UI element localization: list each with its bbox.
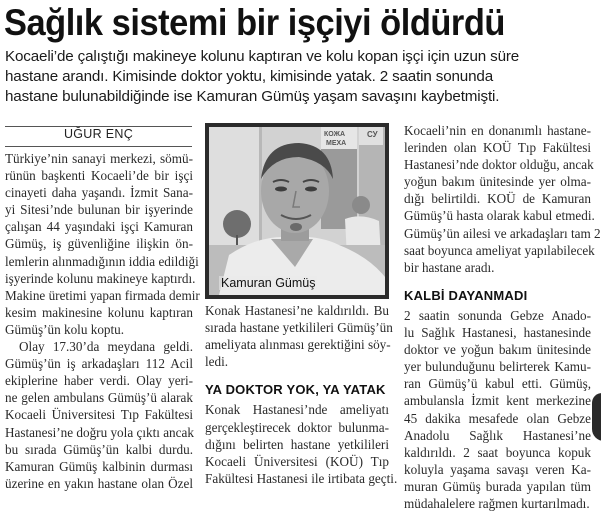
body-line: Kocaeli Üniversitesi Tıp Fakültesi (5, 407, 193, 423)
lede (5, 47, 601, 107)
body-line: lu Sağlık Hastanesi, hastanesinde (404, 325, 591, 341)
body-line: ambulansla İzmit kent merkezine (404, 393, 591, 409)
body-line: yoğun bakım ünitesinde yer olma- (404, 174, 591, 190)
portrait-photo (205, 123, 389, 299)
subhead: YA DOKTOR YOK, YA YATAK (205, 382, 386, 398)
portrait-illustration (209, 127, 385, 295)
body-line: gerçekleştirecek doktor bulunma- (205, 419, 389, 435)
body-line: Kocaeli Üniversitesi (KOÜ) Tıp (205, 453, 389, 469)
photo-caption: Kamuran Gümüş (221, 276, 316, 290)
body-line: lerinden olan KOÜ Tıp Fakültesi (404, 140, 591, 156)
body-line: Makine üretimi yapan firmada demir (5, 287, 200, 303)
body-line: dığı belirtildi. KOÜ de Kamuran (404, 191, 591, 207)
body-line: 45 dakika mesafede olan Gebze (404, 410, 591, 426)
column-3 (404, 122, 601, 512)
author-rule-bottom (5, 146, 192, 147)
headline: Sağlık sistemi bir işçiyi öldürdü (4, 2, 505, 43)
body-line: yer bulunduğunu belirterek Kamu- (404, 359, 591, 375)
svg-text:МЕХА: МЕХА (326, 140, 347, 147)
lede-line: hastane bulunabildiğinde ise Kamuran Gümüş yaşam savaşını kaybetmişti. (5, 88, 500, 105)
body-line: 2 saatin sonunda Gebze Anado- (404, 307, 591, 323)
body-line: Olay 17.30’da meydana geldi. (19, 339, 193, 355)
author-byline: UĞUR ENÇ (63, 127, 134, 141)
body-line: dığını belirten hastane yetkilileri (205, 436, 389, 452)
body-line: bu sırada Gümüş’ün kalbi durdu. (5, 441, 193, 457)
body-line: Kamuran Gümüş kalbinin durması (5, 458, 193, 474)
body-line: yi Sitesi’nde bulunan bir işyerinde (5, 202, 193, 218)
body-line: cinayeti daha yaşandı. İzmit Sana- (5, 185, 193, 201)
body-line: Fakültesi Hastanesi ile irtibata geçti. (205, 470, 398, 486)
body-line: Gümüş’ün kolu koptu. (5, 321, 125, 337)
body-line: Gümüş’ü hasta olarak kabul etmedi. (404, 208, 595, 224)
body-line: sırada hastane yetkilileri Gümüş’ün (205, 320, 393, 336)
body-line: Türkiye’nin sanayi merkezi, sömü- (5, 151, 193, 166)
body-line: koluyla yaşama savaşı veren Ka- (404, 461, 591, 477)
lede-line: hastane arandı. Kimisinde doktor yoktu, kimisinde yatak. 2 saatin sonunda (5, 68, 493, 85)
body-line: doktor ve yoğun bakım ünitesinde (404, 342, 591, 358)
body-line: muran Gümüş burada yapılan tüm (404, 478, 591, 494)
body-line: ran Gümüş’ü kabul etti. Gümüş, (404, 376, 591, 392)
body-line: ne gelen ambulans Gümüş’ü alarak (5, 390, 193, 406)
body-line: Gümüş’ün ailesi ve arkadaşları tam 2 (404, 225, 601, 241)
body-line: Konak Hastanesi’ne kaldırıldı. Bu (205, 303, 389, 318)
body-line: müdahalelere rağmen kurtarılmadı. (404, 495, 590, 511)
body-line: lemlerin alınmadığının iddia edildiği (5, 253, 199, 269)
body-line: Kocaeli’nin en donanımlı hastane- (404, 123, 591, 138)
photo-image (209, 127, 385, 295)
body-line: rünün başkenti Kocaeli’de bir işçi (5, 168, 193, 184)
column-2 (205, 302, 398, 487)
body-line: Hastanesi’nde doktor olduğu, ancak (404, 157, 594, 173)
body-line: kesim makinesine kolunu kaptıran (5, 304, 193, 320)
body-line: çalışan 44 yaşındaki işçi Kamuran (5, 219, 193, 235)
body-line: Gümüş, iş güvenliğine ilişkin ön- (5, 236, 193, 252)
body-line: ekiplerine haber verdi. Olay yeri- (5, 373, 193, 389)
sign-text: КОЖА (324, 131, 346, 138)
body-line: Hastanesi’ne doğru yola çıktı ancak (5, 424, 194, 440)
body-line: Konak Hastanesi’nde ameliyatı (205, 402, 389, 418)
body-line: Anadolu Sağlık Hastanesi’ne (404, 427, 591, 443)
svg-text:СУ: СУ (367, 130, 378, 139)
adjacent-image-edge (592, 393, 601, 441)
body-line: işyerinde kolunu makineye kaptırdı. (5, 270, 196, 286)
body-line: üzerine en yakın hastane olan Özel (5, 475, 193, 491)
lede-line: Kocaeli’de çalıştığı makineye kolunu kaptıran ve kolu kopan işçi için uzun süre (5, 48, 520, 65)
column-1 (5, 150, 200, 492)
body-line: ledi. (205, 354, 229, 370)
body-line: ameliyata alınması gerektiğini söy- (205, 337, 391, 353)
body-line: bir hastane aradı. (404, 259, 495, 275)
body-line: Gümüş’ün iş arkadaşları 112 Acil (5, 356, 193, 372)
body-line: saat boyunca ameliyat yapılabilecek (404, 242, 595, 258)
subhead: KALBİ DAYANMADI (404, 287, 528, 303)
body-line: kaldırıldı. 2 saat boyunca kopuk (404, 444, 591, 460)
